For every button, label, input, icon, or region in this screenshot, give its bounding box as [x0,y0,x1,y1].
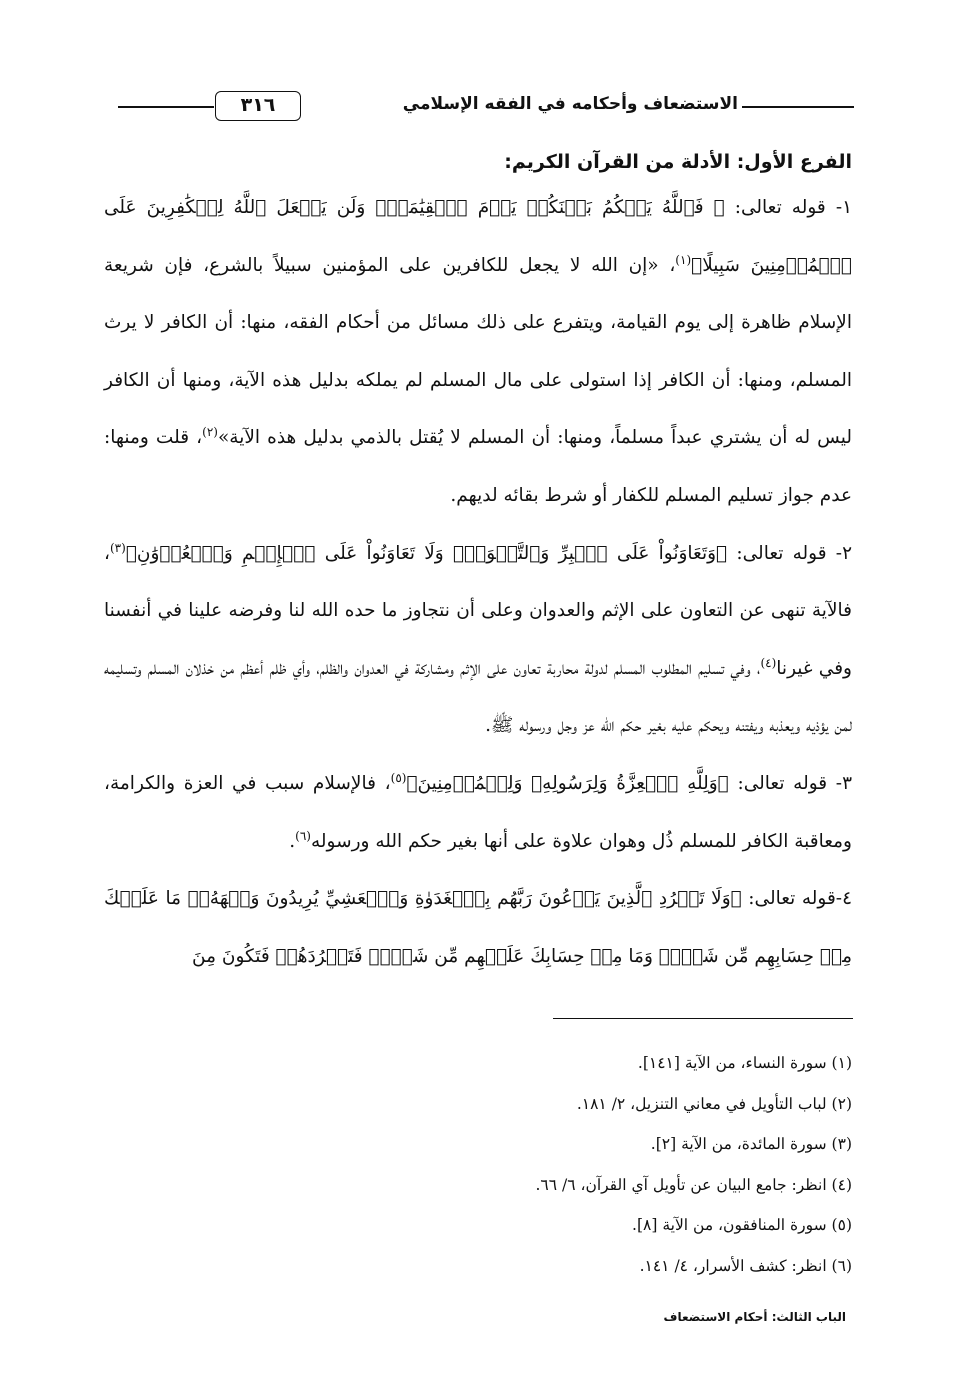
header-rule-left [118,106,214,108]
footnote-6: (٦) انظر: كشف الأسرار، ٤/ ١٤١. [639,1256,852,1275]
footnotes-list [252,1043,852,1286]
paragraph-3-verse: ﴿وَلِلَّهِ ٱلۡعِزَّةُ وَلِرَسُولِهِۦ وَلِلۡمُؤۡمِنِينَ﴾ [406,772,729,794]
footnote-2: (٢) لباب التأويل في معاني التنزيل، ٢/ ١٨١. [576,1094,852,1113]
section-heading: الفرع الأول: الأدلة من القرآن الكريم: [504,151,852,173]
paragraph-1 [104,179,852,525]
footnote-ref-4: (٤) [760,655,777,670]
header-rule-right [742,106,854,108]
running-footer: الباب الثالث: أحكام الاستضعاف [663,1310,846,1324]
footnote-ref-1: (١) [675,252,692,267]
footnote-separator [553,1018,853,1019]
paragraph-1-text: ، «إن الله لا يجعل للكافرين على المؤمنين سبيلاً بالشرع، فإن شريعة الإسلام ظاهرة إلى يوم القيامة، ويتفرع على ذلك مسائل من أحكام الفقه، منها: أن الكافر لا يرث المسلم، ومنها: أن الكافر إذا استولى على مال المسلم لم يملكه بدليل هذه الآية، ومنها أن الكافر ليس له أن يشتري عبداً مسلماً، ومنها: أن المسلم لا يُقتل بالذمي بدليل هذه الآية» [104,254,852,449]
paragraph-1-intro: ١- قوله تعالى: [724,197,853,218]
paragraph-1-conclusion: ، قلت ومنها: عدم جواز تسليم المسلم للكفار أو شرط بقائه لديهم. [104,427,852,506]
paragraph-4-verse: ﴿وَلَا تَطۡرُدِ ٱلَّذِينَ يَدۡعُونَ رَبَّهُم بِٱلۡغَدَوٰةِ وَٱلۡعَشِيِّ يُرِيدُونَ وَجۡهَهُۥۖ مَا عَلَيۡكَ مِنۡ حِسَابِهِم مِّن شَيۡءٖ وَمَا مِنۡ حِسَابِكَ عَلَيۡهِم مِّن شَيۡءٖ فَتَطۡرُدَهُمۡ فَتَكُونَ مِنَ [104,888,852,967]
running-header [118,88,854,128]
running-header-title: الاستضعاف وأحكامه في الفقه الإسلامي [402,94,738,114]
footnote-ref-5: (٥) [390,770,407,785]
footnote-ref-3: (٣) [109,540,126,555]
footnote-5: (٥) سورة المنافقون، من الآية [٨]. [632,1216,852,1234]
paragraph-4-intro: ٤-قوله تعالى: [741,888,852,910]
paragraph-3-text: ، فالإسلام سبب في العزة والكرامة، ومعاقبة الكافر للمسلم ذُل وهوان علاوة على أنها بغير حكم الله ورسوله [104,772,852,852]
paragraph-3 [104,755,852,870]
main-text [104,145,852,985]
page-number: ٣١٦ [215,91,301,121]
footnote-1: (١) سورة النساء، من الآية [١٤١]. [637,1054,852,1072]
paragraph-2-text: ، فالآية تنهى عن التعاون على الإثم والعدوان وعلى أن نتجاوز ما حده الله لنا وفرضه علينا في أنفسنا وفي غيرنا [104,542,852,679]
paragraph-1-verse: ﴿ فَٱللَّهُ يَحۡكُمُ بَيۡنَكُمۡ يَوۡمَ ٱلۡقِيَٰمَةِۗ وَلَن يَجۡعَلَ ٱللَّهُ لِلۡكَٰفِرِينَ عَلَى ٱلۡمُؤۡمِنِينَ سَبِيلًا﴾ [104,197,852,276]
paragraph-2-intro: ٢- قوله تعالى: [727,542,852,564]
paragraph-3-intro: ٣- قوله تعالى: [728,772,852,794]
paragraph-2-verse: ﴿وَتَعَاوَنُواْ عَلَى ٱلۡبِرِّ وَٱلتَّقۡوَىٰۖ وَلَا تَعَاوَنُواْ عَلَى ٱلۡإِثۡمِ وَٱلۡعُدۡوَٰنِ﴾ [125,542,728,564]
paragraph-4 [104,870,852,985]
footnote-3: (٣) سورة المائدة، من الآية [٢]. [650,1135,852,1153]
paragraph-2 [104,525,852,755]
footnote-ref-2: (٢) [202,425,218,440]
paragraph-3-conclusion: . [289,830,296,852]
paragraph-2-conclusion: ، وفي تسليم المطلوب المسلم لدولة محاربة تعاون على الإثم ومشاركة في العدوان والظلم، وأي ظلم أعظم من خذلان المسلم وتسليمه لمن يؤذيه ويعذبه ويفتنه ويحكم عليه بغير حكم الله عز وجل ورسوله ﷺ. [104,657,852,737]
footnote-4: (٤) انظر: جامع البيان عن تأويل آي القرآن، ٦/ ٦٦. [535,1175,852,1194]
footnote-ref-6: (٦) [295,828,311,843]
